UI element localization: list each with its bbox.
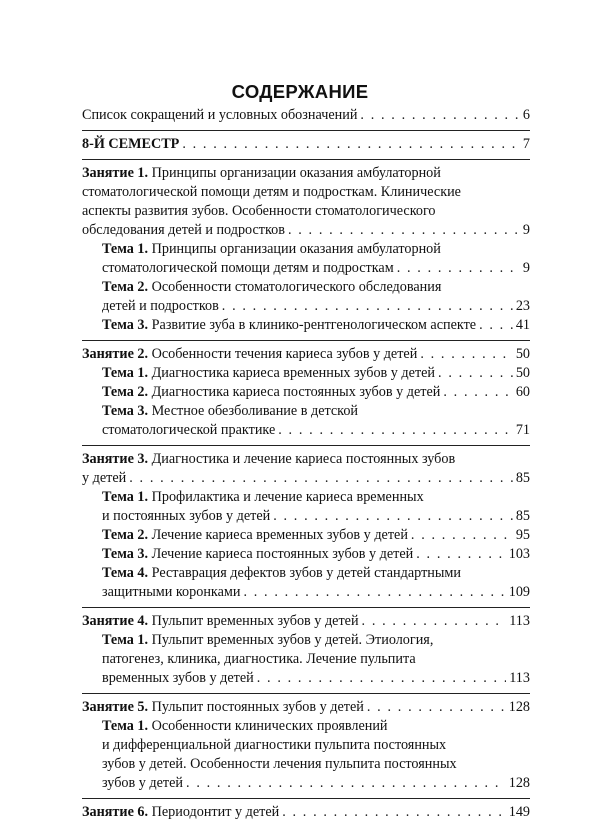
entry-text-line: стоматологической помощи детям и подросткам. Клинические bbox=[82, 184, 461, 200]
page-number: 95 bbox=[515, 527, 530, 543]
entry-text-line: Диагностика и лечение кариеса постоянных зубов bbox=[151, 451, 456, 467]
leader-dots bbox=[243, 583, 505, 602]
page-number: 113 bbox=[509, 613, 530, 629]
entry-label: Тема 2. bbox=[102, 527, 149, 543]
entry-text-line: и дифференциальной диагностики пульпита постоянных bbox=[102, 737, 447, 753]
page-number: 71 bbox=[515, 422, 530, 438]
toc-entry-lesson-4[interactable] bbox=[82, 612, 530, 631]
entry-text-line: Реставрация дефектов зубов у детей стандартными bbox=[151, 565, 461, 581]
leader-dots bbox=[397, 259, 520, 278]
toc-entry-lesson-1[interactable] bbox=[82, 164, 530, 240]
page-number: 109 bbox=[508, 584, 530, 600]
toc-entry-topic[interactable] bbox=[82, 364, 530, 383]
entry-label: Тема 1. bbox=[102, 241, 149, 257]
toc-entry-lesson-6[interactable] bbox=[82, 803, 530, 822]
leader-dots bbox=[257, 669, 506, 688]
toc-entry-lesson-2[interactable] bbox=[82, 345, 530, 364]
leader-dots bbox=[222, 297, 513, 316]
leader-dots bbox=[186, 774, 506, 793]
entry-text-line: аспекты развития зубов. Особенности стоматологического bbox=[82, 203, 436, 219]
entry-text-line: Особенности стоматологического обследования bbox=[151, 279, 442, 295]
entry-label: Занятие 3. bbox=[82, 451, 149, 467]
entry-label: Занятие 1. bbox=[82, 165, 149, 181]
leader-dots bbox=[288, 221, 520, 240]
page-number: 60 bbox=[515, 384, 530, 400]
entry-text: Периодонтит у детей bbox=[151, 804, 280, 820]
entry-text: Список сокращений и условных обозначений bbox=[82, 107, 358, 123]
entry-text: у детей bbox=[82, 470, 127, 486]
entry-text: Лечение кариеса постоянных зубов у детей bbox=[151, 546, 414, 562]
table-of-contents bbox=[82, 104, 530, 822]
entry-label: Тема 1. bbox=[102, 489, 149, 505]
leader-dots bbox=[182, 135, 520, 154]
divider bbox=[82, 693, 530, 694]
entry-text: Развитие зуба в клинико-рентгенологическом аспекте bbox=[151, 317, 477, 333]
entry-label: Тема 3. bbox=[102, 317, 149, 333]
page-number: 50 bbox=[515, 365, 530, 381]
entry-text-line: Принципы организации оказания амбулаторной bbox=[151, 241, 441, 257]
leader-dots bbox=[420, 345, 512, 364]
page-number: 7 bbox=[522, 136, 530, 152]
page-number: 85 bbox=[515, 508, 530, 524]
page-number: 103 bbox=[508, 546, 530, 562]
page-number: 9 bbox=[522, 260, 530, 276]
entry-label: Тема 3. bbox=[102, 546, 149, 562]
entry-text: временных зубов у детей bbox=[102, 670, 254, 686]
toc-entry-topic[interactable] bbox=[82, 488, 530, 526]
entry-label: Тема 2. bbox=[102, 279, 149, 295]
entry-text: обследования детей и подростков bbox=[82, 222, 285, 238]
leader-dots bbox=[360, 106, 519, 125]
toc-entry-topic[interactable] bbox=[82, 278, 530, 316]
entry-text: защитными коронками bbox=[102, 584, 241, 600]
entry-text-line: патогенез, клиника, диагностика. Лечение пульпита bbox=[102, 651, 416, 667]
divider bbox=[82, 445, 530, 446]
entry-text: детей и подростков bbox=[102, 298, 219, 314]
toc-entry-lesson-5[interactable] bbox=[82, 698, 530, 717]
entry-text-line: Принципы организации оказания амбулаторной bbox=[151, 165, 441, 181]
entry-text-line: Особенности клинических проявлений bbox=[151, 718, 388, 734]
entry-text: стоматологической практике bbox=[102, 422, 276, 438]
page-number: 50 bbox=[515, 346, 530, 362]
divider bbox=[82, 607, 530, 608]
leader-dots bbox=[273, 507, 513, 526]
page-number: 9 bbox=[522, 222, 530, 238]
entry-text: Пульпит временных зубов у детей bbox=[151, 613, 359, 629]
divider bbox=[82, 130, 530, 131]
entry-label: Занятие 4. bbox=[82, 613, 149, 629]
entry-text: Лечение кариеса временных зубов у детей bbox=[151, 527, 408, 543]
entry-text-line: Местное обезболивание в детской bbox=[151, 403, 359, 419]
page-number: 128 bbox=[508, 775, 530, 791]
page-number: 41 bbox=[515, 317, 530, 333]
entry-text: и постоянных зубов у детей bbox=[102, 508, 271, 524]
leader-dots bbox=[367, 698, 506, 717]
entry-label: Занятие 2. bbox=[82, 346, 149, 362]
leader-dots bbox=[278, 421, 513, 440]
entry-text: Пульпит постоянных зубов у детей bbox=[151, 699, 364, 715]
entry-label: Занятие 5. bbox=[82, 699, 149, 715]
page-number: 6 bbox=[522, 107, 530, 123]
entry-text-line: Профилактика и лечение кариеса временных bbox=[151, 489, 424, 505]
toc-entry-topic[interactable] bbox=[82, 526, 530, 545]
toc-entry-semester[interactable] bbox=[82, 135, 530, 154]
page-number: 128 bbox=[508, 699, 530, 715]
toc-entry-topic[interactable] bbox=[82, 564, 530, 602]
toc-entry-topic[interactable] bbox=[82, 316, 530, 335]
entry-text-line: зубов у детей. Особенности лечения пульпита постоянных bbox=[102, 756, 457, 772]
toc-entry-topic[interactable] bbox=[82, 402, 530, 440]
toc-entry-topic[interactable] bbox=[82, 240, 530, 278]
entry-text: Диагностика кариеса постоянных зубов у детей bbox=[151, 384, 441, 400]
entry-text: 8-Й СЕМЕСТР bbox=[82, 136, 180, 152]
entry-text: Диагностика кариеса временных зубов у детей bbox=[151, 365, 436, 381]
leader-dots bbox=[443, 383, 512, 402]
leader-dots bbox=[438, 364, 513, 383]
leader-dots bbox=[479, 316, 513, 335]
page-number: 113 bbox=[509, 670, 530, 686]
entry-label: Тема 1. bbox=[102, 718, 149, 734]
entry-text: стоматологической помощи детям и подросткам bbox=[102, 260, 394, 276]
entry-label: Тема 4. bbox=[102, 565, 149, 581]
page-number: 23 bbox=[515, 298, 530, 314]
leader-dots bbox=[282, 803, 506, 822]
toc-entry-topic[interactable] bbox=[82, 631, 530, 688]
toc-entry-lesson-3[interactable] bbox=[82, 450, 530, 488]
toc-entry-topic[interactable] bbox=[82, 545, 530, 564]
leader-dots bbox=[362, 612, 507, 631]
entry-text: Особенности течения кариеса зубов у детей bbox=[151, 346, 418, 362]
entry-label: Тема 2. bbox=[102, 384, 149, 400]
leader-dots bbox=[416, 545, 505, 564]
divider bbox=[82, 340, 530, 341]
entry-label: Тема 1. bbox=[102, 365, 149, 381]
entry-label: Занятие 6. bbox=[82, 804, 149, 820]
toc-entry-topic[interactable] bbox=[82, 717, 530, 793]
divider bbox=[82, 159, 530, 160]
entry-label: Тема 1. bbox=[102, 632, 149, 648]
divider bbox=[82, 798, 530, 799]
entry-label: Тема 3. bbox=[102, 403, 149, 419]
toc-entry-topic[interactable] bbox=[82, 383, 530, 402]
toc-entry-abbreviations[interactable] bbox=[82, 106, 530, 125]
leader-dots bbox=[411, 526, 513, 545]
entry-text: зубов у детей bbox=[102, 775, 184, 791]
page-title: СОДЕРЖАНИЕ bbox=[231, 81, 369, 102]
leader-dots bbox=[129, 469, 513, 488]
page-number: 149 bbox=[508, 804, 530, 820]
entry-text-line: Пульпит временных зубов у детей. Этиология, bbox=[151, 632, 434, 648]
page-number: 85 bbox=[515, 470, 530, 486]
